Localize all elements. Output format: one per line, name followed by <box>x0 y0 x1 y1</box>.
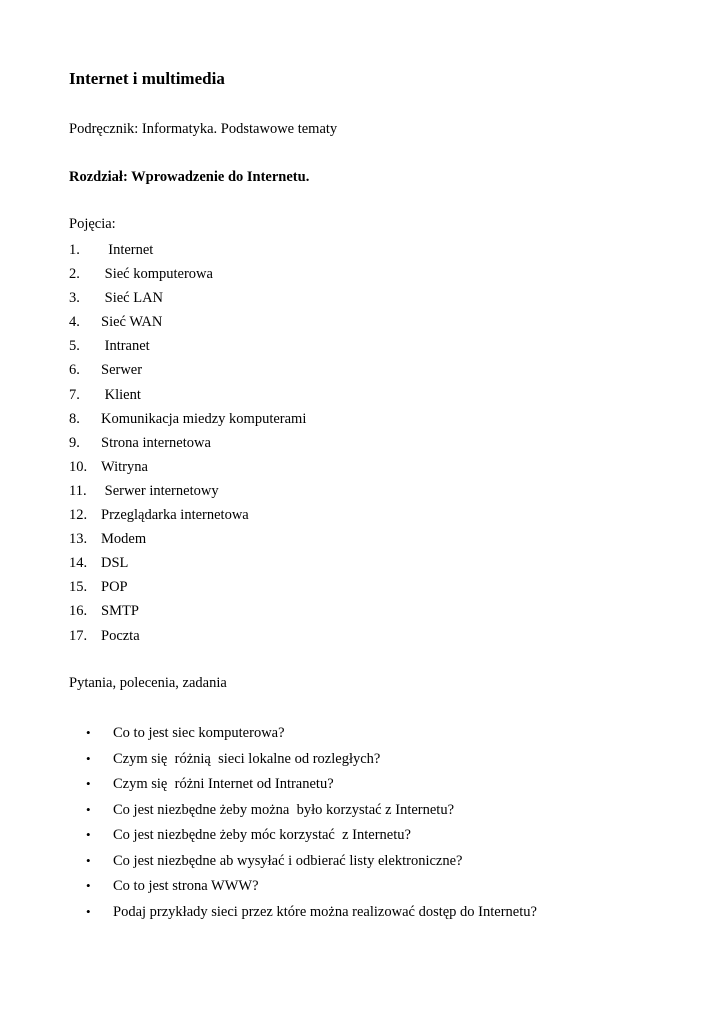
concept-text: Sieć LAN <box>101 290 164 307</box>
questions-list <box>86 720 537 924</box>
concept-text: DSL <box>101 555 129 572</box>
bullet-icon: • <box>86 827 91 842</box>
question-text: Podaj przykłady sieci przez które można realizować dostęp do Internetu? <box>113 903 537 920</box>
concept-item <box>69 479 306 503</box>
question-text: Co to jest siec komputerowa? <box>113 725 285 741</box>
concepts-list <box>69 238 306 648</box>
concept-text: Intranet <box>101 338 150 355</box>
concept-item <box>69 431 306 455</box>
bullet-icon: • <box>86 801 91 817</box>
concept-item <box>69 551 306 575</box>
concept-text: Komunikacja miedzy komputerami <box>101 410 307 427</box>
concept-number: 7. <box>69 386 80 403</box>
question-item <box>86 848 537 874</box>
question-text: Czym się różnią sieci lokalne od rozległych? <box>113 750 381 767</box>
concept-item <box>69 599 306 623</box>
concept-number: 5. <box>69 338 80 355</box>
concept-text: Modem <box>101 531 147 548</box>
concept-item <box>69 310 306 334</box>
questions-heading: Pytania, polecenia, zadania <box>69 675 227 691</box>
concept-number: 11. <box>69 482 87 499</box>
concept-number: 4. <box>69 314 80 331</box>
concept-item <box>69 407 306 431</box>
concept-text: Serwer internetowy <box>101 482 219 499</box>
concept-number: 13. <box>69 531 88 548</box>
chapter-heading: Rozdział: Wprowadzenie do Internetu. <box>69 169 310 185</box>
concept-text: SMTP <box>101 603 139 620</box>
question-item <box>86 797 537 823</box>
concept-number: 9. <box>69 434 80 451</box>
concept-number: 15. <box>69 579 88 596</box>
concept-item <box>69 334 306 358</box>
concepts-heading: Pojęcia: <box>69 216 116 232</box>
bullet-icon: • <box>86 852 91 868</box>
concept-text: Internet <box>101 242 154 258</box>
bullet-icon: • <box>86 878 91 893</box>
concept-item <box>69 503 306 527</box>
concept-number: 2. <box>69 266 80 283</box>
concept-text: Sieć komputerowa <box>101 266 213 283</box>
concept-number: 14. <box>69 555 88 572</box>
concept-number: 1. <box>69 242 80 258</box>
question-text: Co jest niezbędne żeby móc korzystać z Internetu? <box>113 827 411 843</box>
question-text: Co to jest strona WWW? <box>113 878 259 894</box>
concept-number: 3. <box>69 290 80 307</box>
concept-text: Serwer <box>101 362 143 379</box>
concept-number: 10. <box>69 458 88 475</box>
question-text: Co jest niezbędne żeby można było korzystać z Internetu? <box>113 801 455 818</box>
concept-number: 6. <box>69 362 80 379</box>
concept-item <box>69 238 306 262</box>
concept-item <box>69 383 306 407</box>
concept-item <box>69 624 306 648</box>
question-item <box>86 899 537 925</box>
concept-number: 16. <box>69 603 88 620</box>
bullet-icon: • <box>86 776 91 791</box>
concept-item <box>69 527 306 551</box>
document-title: Internet i multimedia <box>69 69 225 88</box>
concept-item <box>69 262 306 286</box>
concept-text: Sieć WAN <box>101 314 163 331</box>
textbook-line: Podręcznik: Informatyka. Podstawowe tematy <box>69 121 338 137</box>
question-item <box>86 873 537 899</box>
question-item <box>86 771 537 797</box>
concept-text: Przeglądarka internetowa <box>101 507 249 524</box>
concept-text: Strona internetowa <box>101 434 211 451</box>
question-text: Czym się różni Internet od Intranetu? <box>113 776 334 792</box>
concept-item <box>69 286 306 310</box>
question-item <box>86 822 537 848</box>
concept-item <box>69 455 306 479</box>
concept-number: 17. <box>69 627 88 644</box>
concept-number: 8. <box>69 410 80 427</box>
concept-item <box>69 358 306 382</box>
concept-text: POP <box>101 579 128 596</box>
concept-item <box>69 575 306 599</box>
concept-number: 12. <box>69 507 88 524</box>
question-text: Co jest niezbędne ab wysyłać i odbierać listy elektroniczne? <box>113 852 463 869</box>
concept-text: Witryna <box>101 458 148 475</box>
bullet-icon: • <box>86 725 91 740</box>
bullet-icon: • <box>86 750 91 766</box>
concept-text: Klient <box>101 386 141 403</box>
concept-text: Poczta <box>101 627 140 644</box>
bullet-icon: • <box>86 903 91 919</box>
question-item <box>86 746 537 772</box>
question-item <box>86 720 537 746</box>
